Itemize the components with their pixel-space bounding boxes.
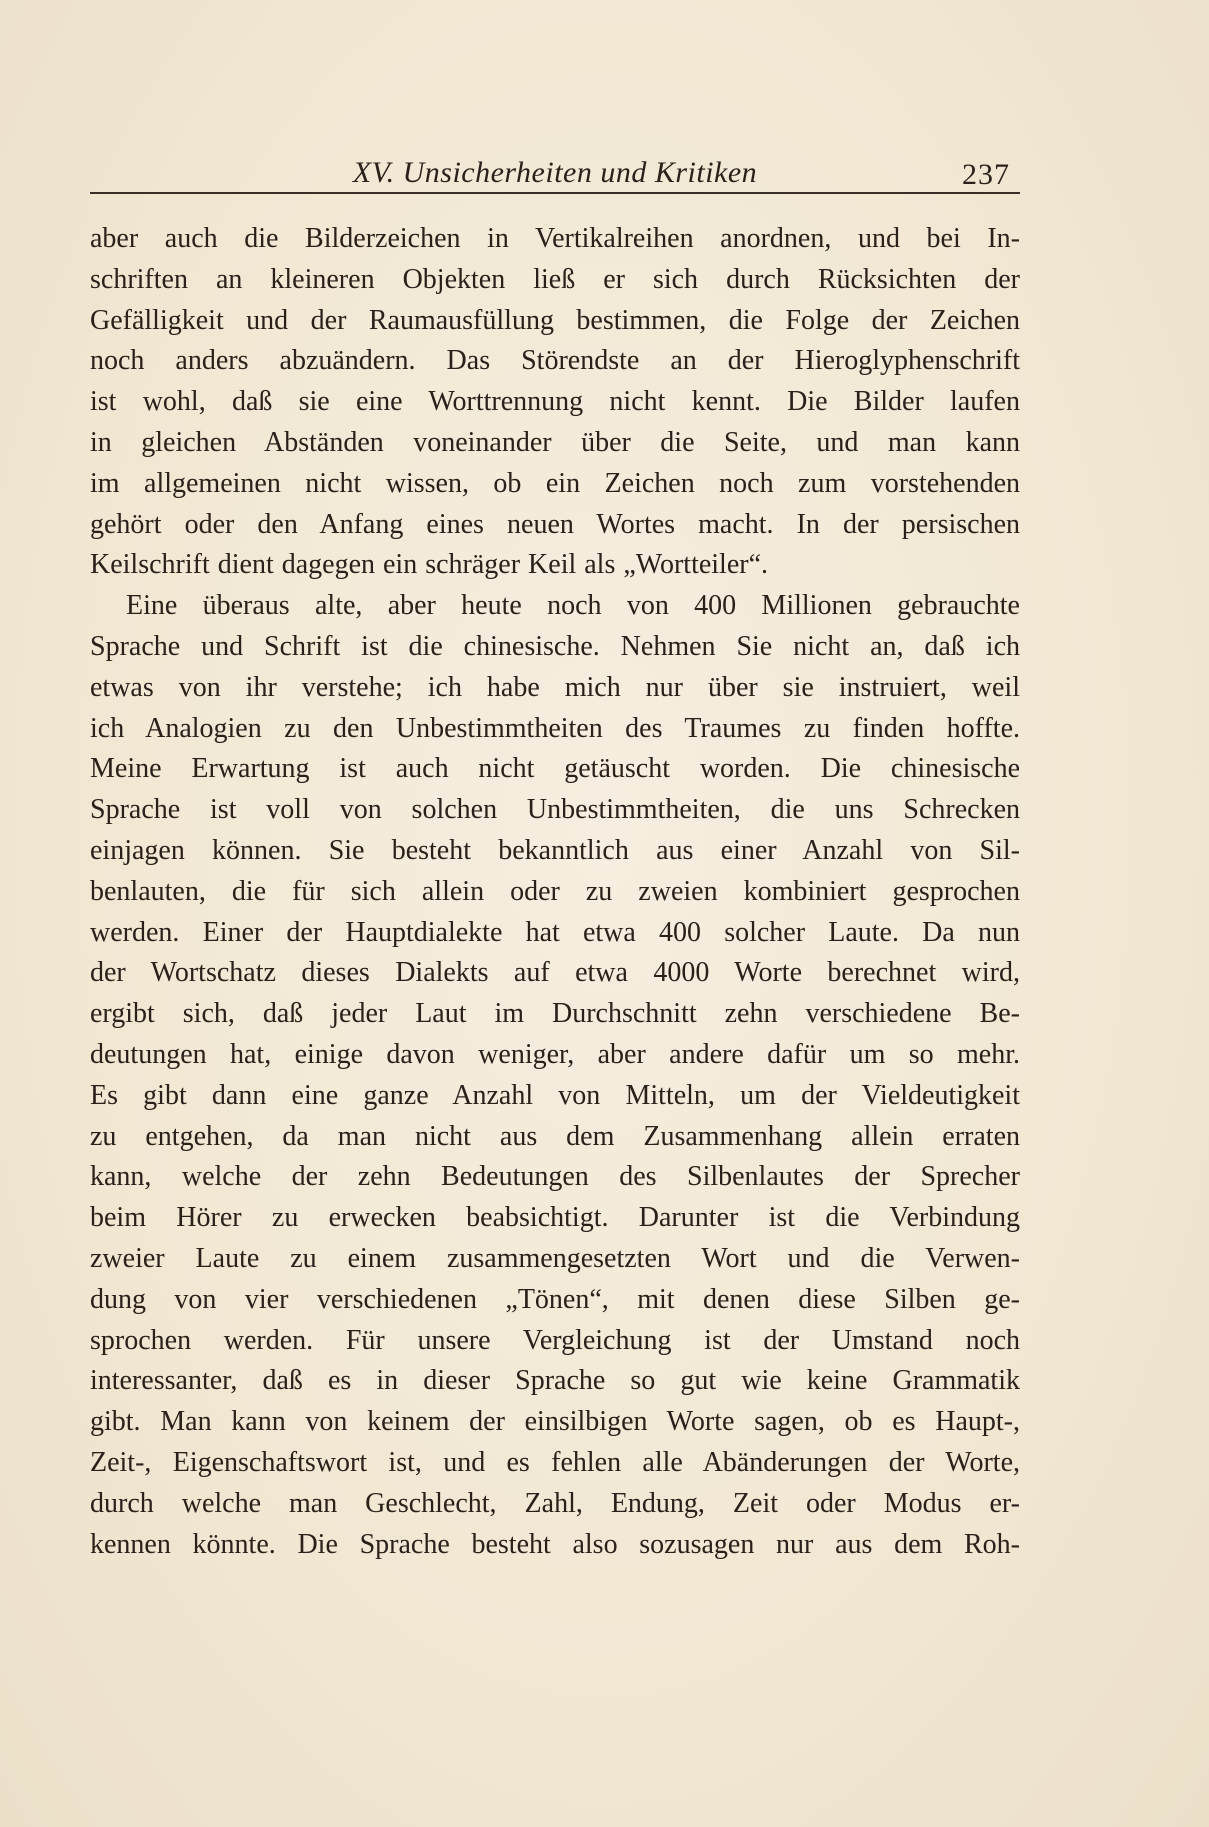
text-line: kann, welche der zehn Bedeutungen des Silbenlautes der Sprecher	[90, 1161, 1020, 1193]
text-line: etwas von ihr verstehe; ich habe mich nur über sie instruiert, weil	[90, 671, 1020, 703]
text-line: Sprache und Schrift ist die chinesische. Nehmen Sie nicht an, daß ich	[90, 630, 1020, 662]
text-line: kennen könnte. Die Sprache besteht also sozusagen nur aus dem Roh-	[90, 1528, 1020, 1560]
text-line: deutungen hat, einige davon weniger, aber andere dafür um so mehr.	[90, 1038, 1020, 1070]
text-line: zu entgehen, da man nicht aus dem Zusammenhang allein erraten	[90, 1120, 1020, 1152]
text-line: im allgemeinen nicht wissen, ob ein Zeichen noch zum vorstehenden	[90, 467, 1020, 499]
text-line: ich Analogien zu den Unbestimmtheiten des Traumes zu finden hoffte.	[90, 712, 1020, 744]
text-line: Meine Erwartung ist auch nicht getäuscht worden. Die chinesische	[90, 753, 1020, 785]
running-title: XV. Unsicherheiten und Kritiken	[352, 156, 758, 189]
text-line: Es gibt dann eine ganze Anzahl von Mitteln, um der Vieldeutigkeit	[90, 1079, 1020, 1111]
text-line: benlauten, die für sich allein oder zu zweien kombiniert gesprochen	[90, 875, 1020, 907]
text-line: durch welche man Geschlecht, Zahl, Endung, Zeit oder Modus er-	[90, 1487, 1020, 1519]
text-line: Gefälligkeit und der Raumausfüllung bestimmen, die Folge der Zeichen	[90, 304, 1020, 336]
text-line: Keilschrift dient dagegen ein schräger Keil als „Wortteiler“.	[90, 549, 769, 581]
page-number: 237	[962, 158, 1010, 191]
text-line: schriften an kleineren Objekten ließ er sich durch Rücksichten der	[90, 263, 1020, 295]
text-line: noch anders abzuändern. Das Störendste an der Hieroglyphenschrift	[90, 345, 1020, 377]
text-line: aber auch die Bilderzeichen in Vertikalreihen anordnen, und bei In-	[90, 223, 1020, 254]
page-header	[90, 150, 1020, 194]
text-line: einjagen können. Sie besteht bekanntlich aus einer Anzahl von Sil-	[90, 834, 1020, 866]
text-line: gibt. Man kann von keinem der einsilbigen Worte sagen, ob es Haupt-,	[90, 1406, 1020, 1438]
text-line: Eine überaus alte, aber heute noch von 400 Millionen gebrauchte	[126, 590, 1020, 622]
text-line: ergibt sich, daß jeder Laut im Durchschnitt zehn verschiedene Be-	[90, 998, 1020, 1030]
text-line: dung von vier verschiedenen „Tönen“, mit denen diese Silben ge-	[90, 1283, 1020, 1315]
text-line: werden. Einer der Hauptdialekte hat etwa 400 solcher Laute. Da nun	[90, 916, 1020, 948]
text-line: gehört oder den Anfang eines neuen Wortes macht. In der persischen	[90, 508, 1020, 540]
text-line: beim Hörer zu erwecken beabsichtigt. Darunter ist die Verbindung	[90, 1202, 1020, 1234]
text-line: Zeit-, Eigenschaftswort ist, und es fehlen alle Abänderungen der Worte,	[90, 1446, 1020, 1478]
text-line: zweier Laute zu einem zusammengesetzten Wort und die Verwen-	[90, 1242, 1020, 1274]
text-line: ist wohl, daß sie eine Worttrennung nicht kennt. Die Bilder laufen	[90, 386, 1020, 418]
text-line: der Wortschatz dieses Dialekts auf etwa 4000 Worte berechnet wird,	[90, 957, 1020, 989]
body-text	[90, 219, 1020, 1565]
text-line: interessanter, daß es in dieser Sprache so gut wie keine Grammatik	[90, 1365, 1020, 1397]
text-line: sprochen werden. Für unsere Vergleichung ist der Umstand noch	[90, 1324, 1020, 1356]
text-line: in gleichen Abständen voneinander über die Seite, und man kann	[90, 426, 1020, 458]
text-line: Sprache ist voll von solchen Unbestimmtheiten, die uns Schrecken	[90, 794, 1020, 826]
